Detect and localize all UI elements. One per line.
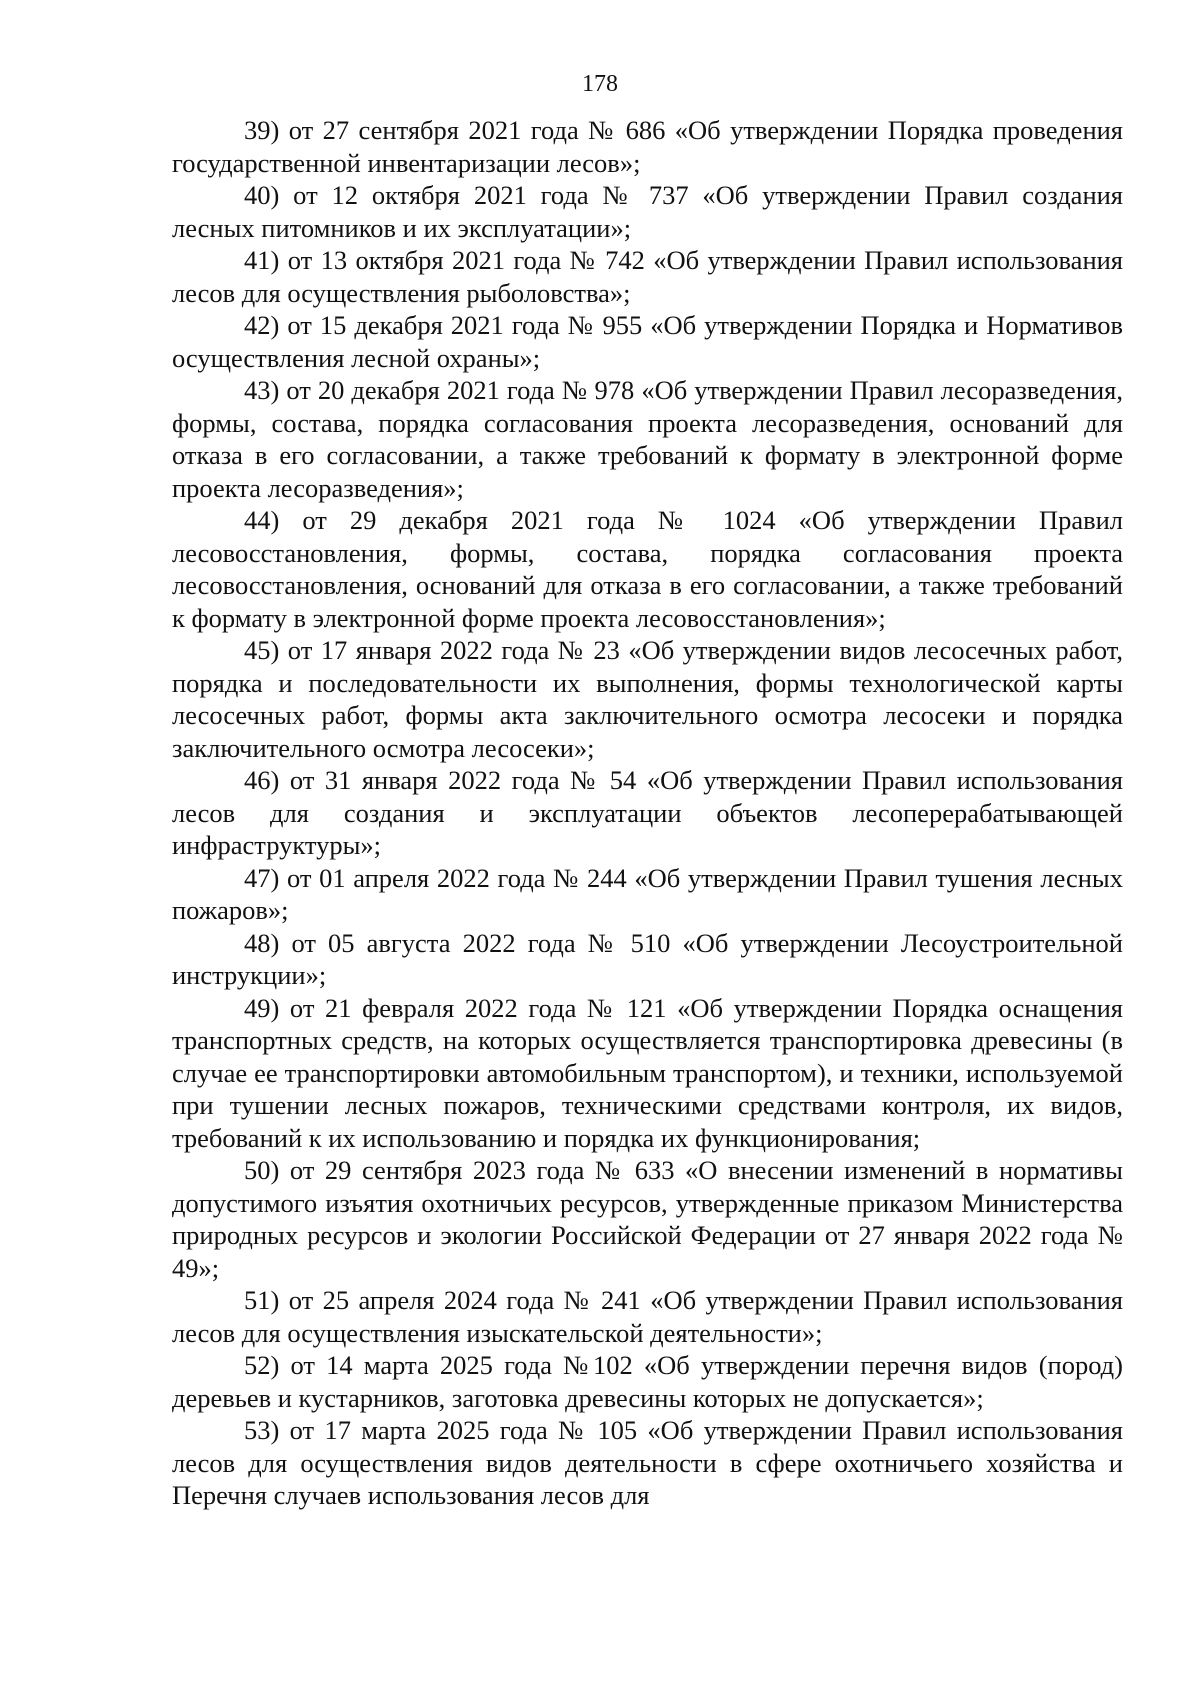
list-item-48: 48) от 05 августа 2022 года № 510 «Об утверждении Лесоустроительной инструкции»;: [172, 927, 1123, 990]
list-item-46: 46) от 31 января 2022 года № 54 «Об утверждении Правил использования лесов для создания и эксплуатации объектов лесоперерабатывающей инфраструктуры»;: [172, 765, 1123, 860]
list-item-49: 49) от 21 февраля 2022 года № 121 «Об утверждении Порядка оснащения транспортных средств, на которых осуществляется транспортировка древесины (в случае ее транспортировки автомобильным транспортом), и техники, используемой при тушении лесных пожаров, техническими средствами контроля, их видов, требований к их использованию и порядка их функционирования;: [172, 992, 1123, 1153]
list-item-44: 44) от 29 декабря 2021 года № 1024 «Об утверждении Правил лесовосстановления, формы, состава, порядка согласования проекта лесовосстановления, оснований для отказа в его согласовании, а также требований к формату в электронной форме проекта лесовосстановления»;: [172, 505, 1123, 633]
list-item-53: 53) от 17 марта 2025 года № 105 «Об утверждении Правил использования лесов для осуществления видов деятельности в сфере охотничьего хозяйства и Перечня случаев использования лесов для: [172, 1415, 1123, 1510]
list-item-41: 41) от 13 октября 2021 года № 742 «Об утверждении Правил использования лесов для осуществления рыболовства»;: [172, 245, 1123, 308]
document-body: [172, 114, 1123, 1512]
list-item-50: 50) от 29 сентября 2023 года № 633 «О внесении изменений в нормативы допустимого изъятия охотничьих ресурсов, утвержденные приказом Министерства природных ресурсов и экологии Российской Федерации от 27 января 2022 года № 49»;: [172, 1155, 1123, 1283]
page-number: 178: [582, 71, 618, 97]
list-item-51: 51) от 25 апреля 2024 года № 241 «Об утверждении Правил использования лесов для осуществления изыскательской деятельности»;: [172, 1285, 1123, 1348]
list-item-42: 42) от 15 декабря 2021 года № 955 «Об утверждении Порядка и Нормативов осуществления лесной охраны»;: [172, 310, 1123, 373]
list-item-52: 52) от 14 марта 2025 года №102 «Об утверждении перечня видов (пород) деревьев и кустарников, заготовка древесины которых не допускается»;: [172, 1350, 1123, 1413]
list-item-39: 39) от 27 сентября 2021 года № 686 «Об утверждении Порядка проведения государственной инвентаризации лесов»;: [172, 115, 1123, 178]
list-item-45: 45) от 17 января 2022 года № 23 «Об утверждении видов лесосечных работ, порядка и последовательности их выполнения, формы технологической карты лесосечных работ, формы акта заключительного осмотра лесосеки и порядка заключительного осмотра лесосеки»;: [172, 635, 1123, 763]
list-item-43: 43) от 20 декабря 2021 года № 978 «Об утверждении Правил лесоразведения, формы, состава, порядка согласования проекта лесоразведения, оснований для отказа в его согласовании, а также требований к формату в электронной форме проекта лесоразведения»;: [172, 375, 1123, 503]
list-item-47: 47) от 01 апреля 2022 года № 244 «Об утверждении Правил тушения лесных пожаров»;: [172, 862, 1123, 925]
list-item-40: 40) от 12 октября 2021 года № 737 «Об утверждении Правил создания лесных питомников и их эксплуатации»;: [172, 180, 1123, 243]
